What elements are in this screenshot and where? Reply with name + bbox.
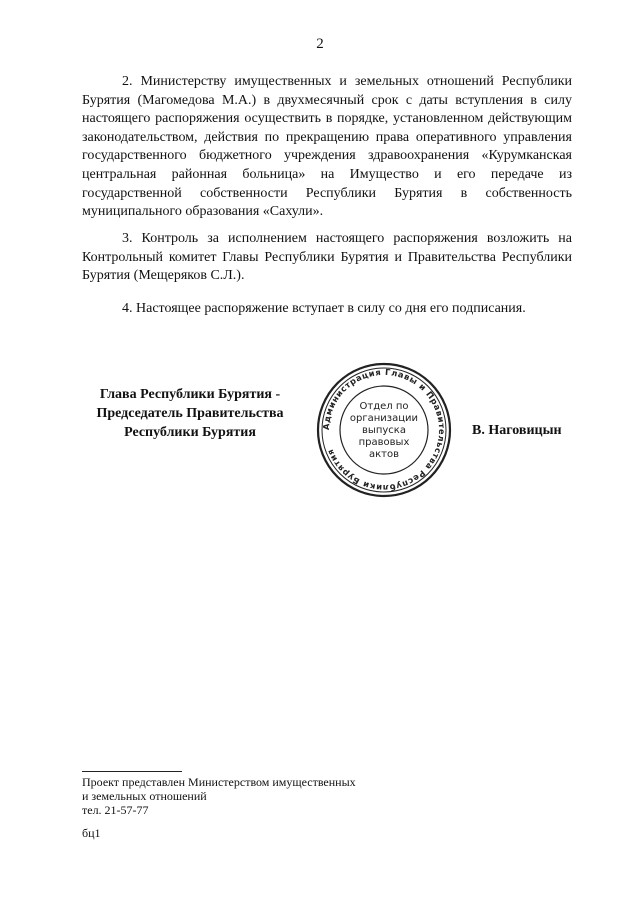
seal-ring-text: Администрация Главы и Правительства Республики Бурятия [320,366,448,494]
signatory-title-line: Глава Республики Бурятия - [99,387,281,402]
signatory-title-line: Республики Бурятия [124,425,256,440]
signatory-title [80,385,300,442]
page-number: 2 [316,36,324,52]
paragraph-4: 4. Настоящее распоряжение вступает в силу со дня его подписания. [122,301,526,316]
signatory-title-line: Председатель Правительства [96,406,284,421]
seal-center-line: актов [368,449,400,460]
footnote-line: Проект представлен Министерством имущественных [82,775,356,789]
footnote-divider [82,771,182,772]
document-code: бц1 [82,826,101,840]
seal-center-line: Отдел по [359,401,409,412]
seal-center-line: правовых [358,437,410,448]
official-seal-stamp [316,362,452,498]
seal-center-line: организации [349,413,419,424]
signer-name: В. Наговицын [472,423,562,438]
paragraph-3: 3. Контроль за исполнением настоящего распоряжения возложить на Контрольный комитет Главы Республики Бурятия и Правительства Республики Бурятия (Мещеряков С.Л.). [82,231,572,284]
seal-center-line: выпуска [362,425,406,436]
footnote-line: и земельных отношений [82,789,207,803]
footnote [82,775,356,817]
paragraph-2: 2. Министерству имущественных и земельных отношений Республики Бурятия (Магомедова М.А.) в двухмесячный срок с даты вступления в силу настоящего распоряжения осуществить в порядке, установленном действующим законодательством, действия по прекращению права оперативного управления государственного бюджетного учреждения здравоохранения «Курумканская центральная районная больница» на Имущество и его передаче из государственной собственности Республики Бурятия в собственность муниципального образования «Сахули». [82,74,572,220]
footnote-line: тел. 21-57-77 [82,803,149,817]
